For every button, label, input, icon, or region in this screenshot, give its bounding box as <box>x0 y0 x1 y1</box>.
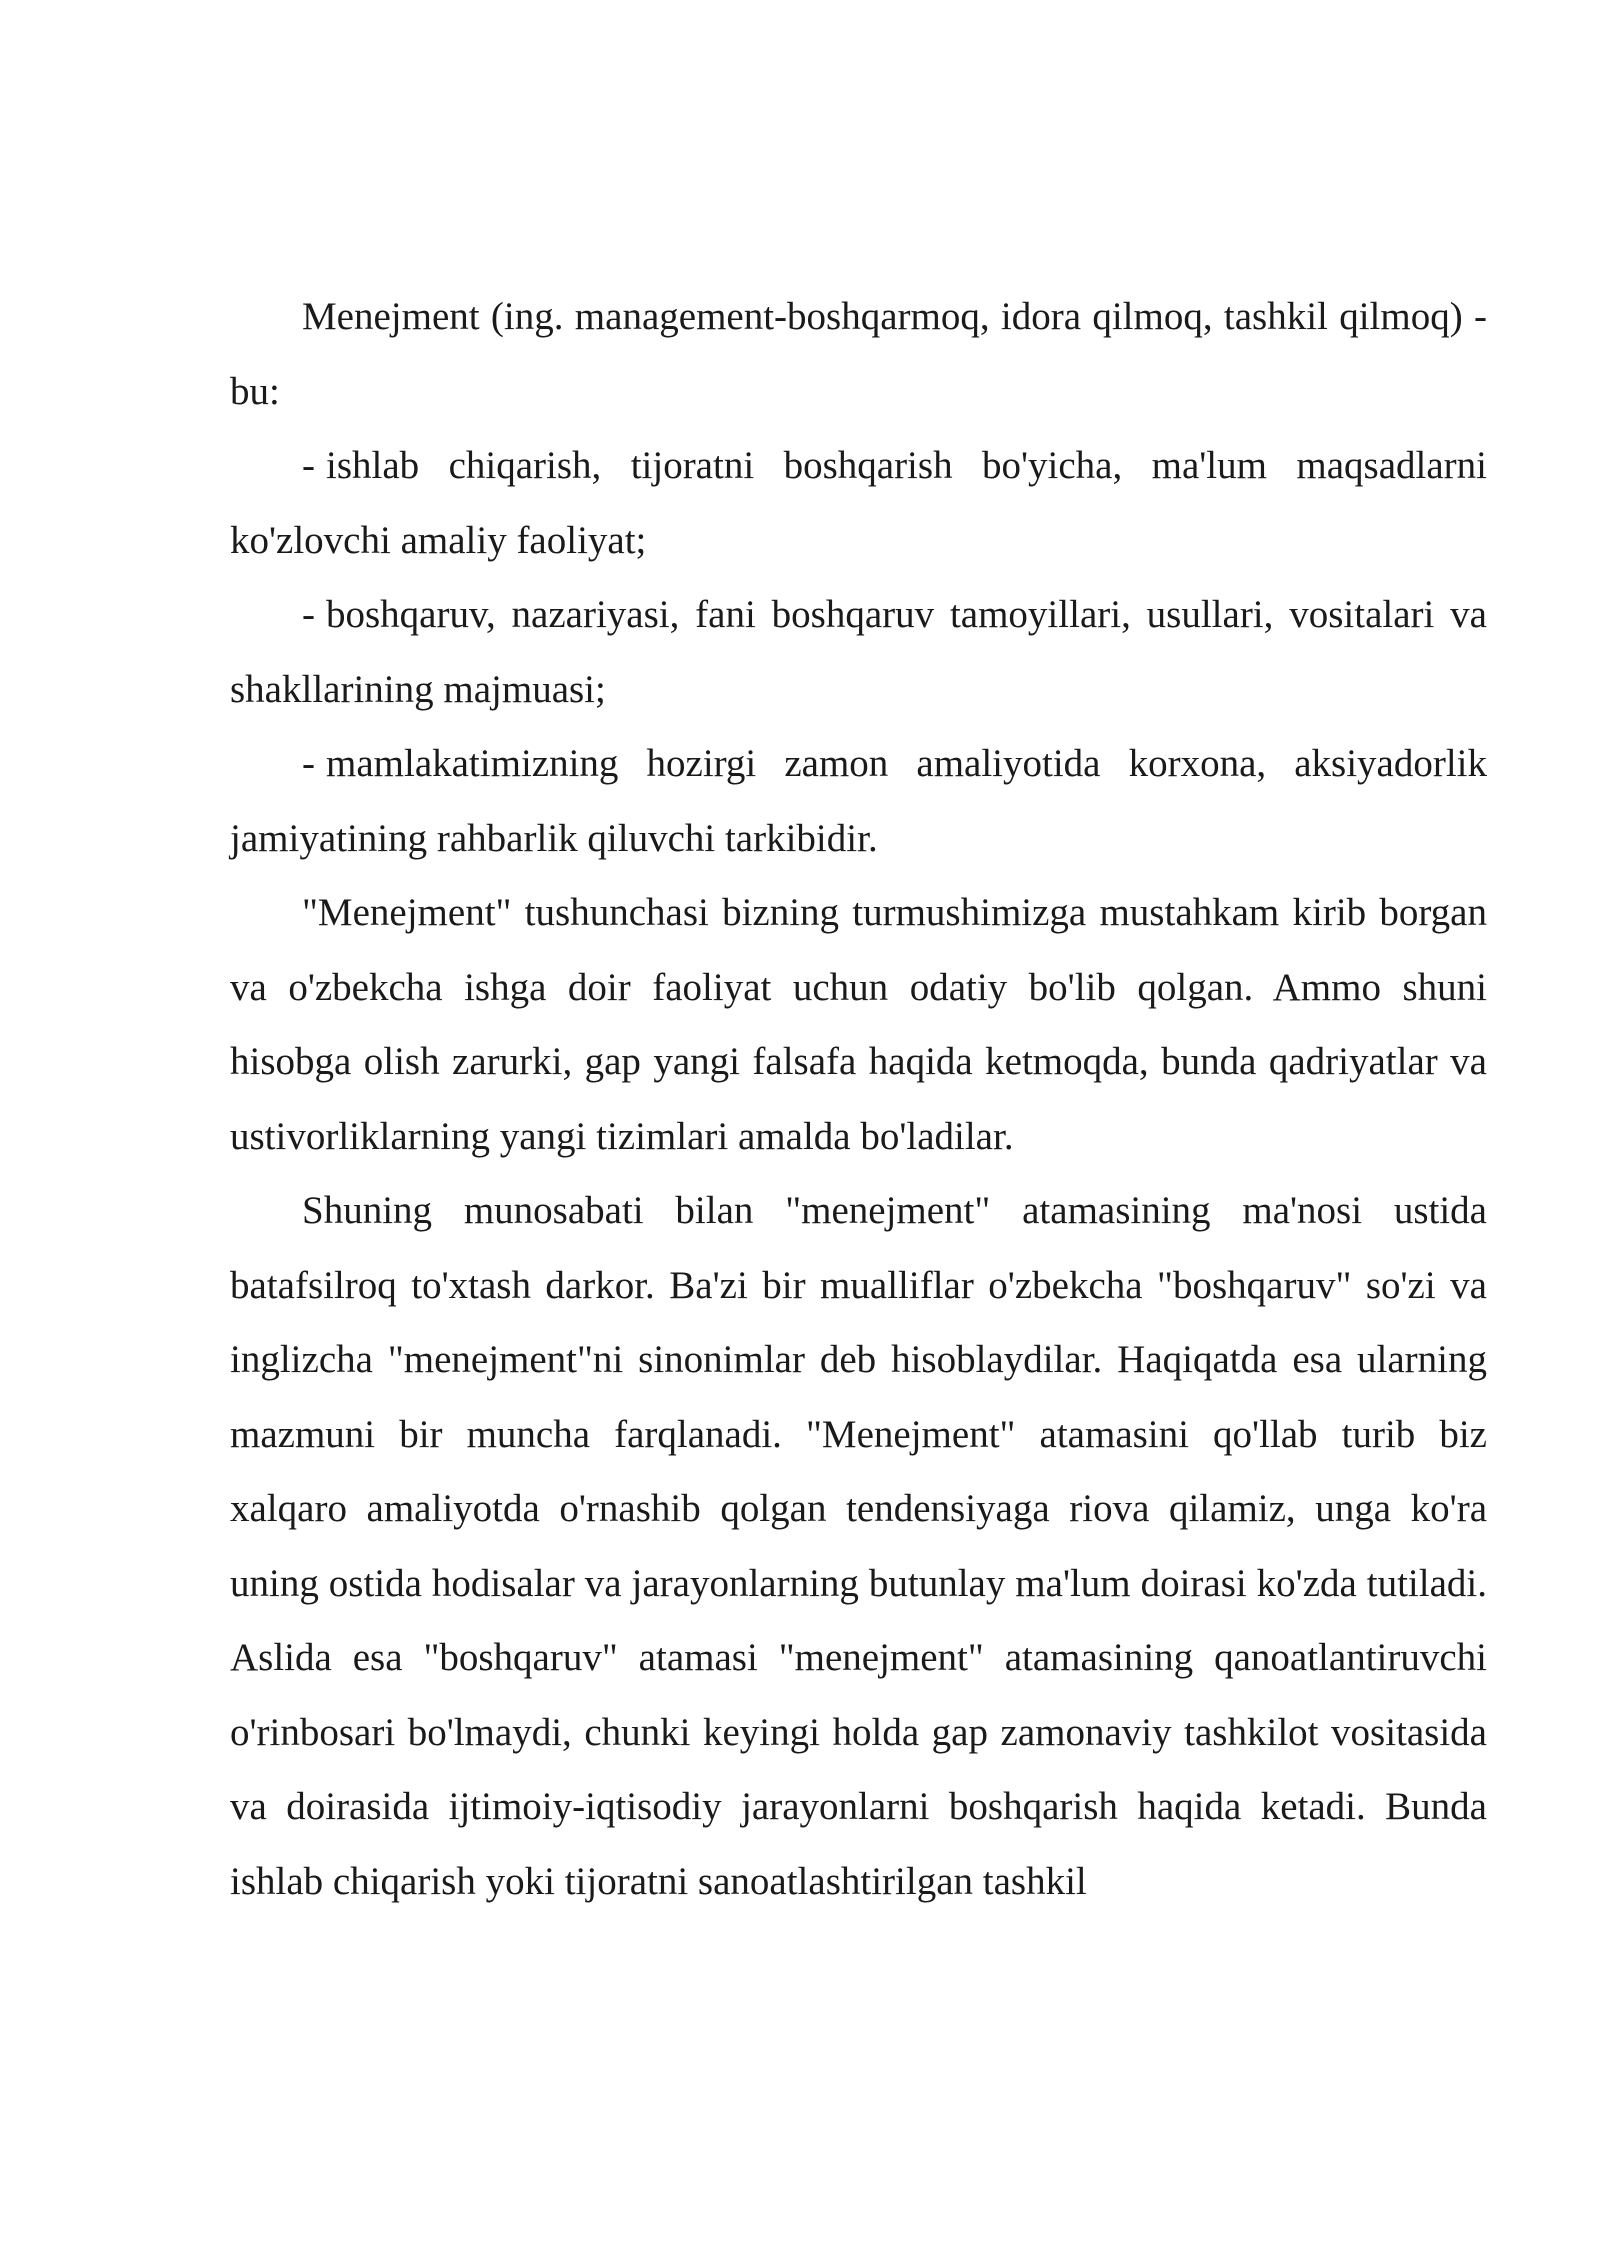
bullet-text: ishlab chiqarish, tijoratni boshqarish bo'yicha, ma'lum maqsadlarni ko'zlovchi amaliy faoliyat; <box>230 444 1487 562</box>
bullet-item-2 <box>230 578 1487 727</box>
bullet-item-1 <box>230 429 1487 578</box>
paragraph-definition: Menejment (ing. management-boshqarmoq, idora qilmoq, tashkil qilmoq) - bu: <box>230 295 1487 413</box>
bullet-text: boshqaruv, nazariyasi, fani boshqaruv tamoyillari, usullari, vositalari va shakllarining majmuasi; <box>230 593 1487 711</box>
bullet-text: mamlakatimizning hozirgi zamon amaliyotida korxona, aksiyadorlik jamiyatining rahbarlik qiluvchi tarkibidir. <box>230 742 1487 860</box>
paragraph-term-meaning: Shuning munosabati bilan "menejment" atamasining ma'nosi ustida batafsilroq to'xtash darkor. Ba'zi bir mualliflar o'zbekcha "boshqaruv" so'zi va inglizcha "menejment"ni sinonimlar deb hisoblaydilar. Haqiqatda esa ularning mazmuni bir muncha farqlanadi. "Menejment" atamasini qo'llab turib biz xalqaro amaliyotda o'rnashib qolgan tendensiyaga riova qilamiz, unga ko'ra uning ostida hodisalar va jarayonlarning butunlay ma'lum doirasi ko'zda tutiladi. Aslida esa "boshqaruv" atamasi "menejment" atamasining qanoatlantiruvchi o'rinbosari bo'lmaydi, chunki keyingi holda gap zamonaviy tashkilot vositasida va doirasida ijtimoiy-iqtisodiy jarayonlarni boshqarish haqida ketadi. Bunda ishlab chiqarish yoki tijoratni sanoatlashtirilgan tashkil <box>230 1189 1487 1903</box>
bullet-dash: - <box>302 742 315 785</box>
document-body <box>230 280 1487 1919</box>
paragraph-concept: "Menejment" tushunchasi bizning turmushimizga mustahkam kirib borgan va o'zbekcha ishga doir faoliyat uchun odatiy bo'lib qolgan. Ammo shuni hisobga olish zarurki, gap yangi falsafa haqida ketmoqda, bunda qadriyatlar va ustivorliklarning yangi tizimlari amalda bo'ladilar. <box>230 891 1487 1158</box>
bullet-dash: - <box>302 444 315 487</box>
bullet-item-3 <box>230 727 1487 876</box>
bullet-dash: - <box>302 593 315 636</box>
